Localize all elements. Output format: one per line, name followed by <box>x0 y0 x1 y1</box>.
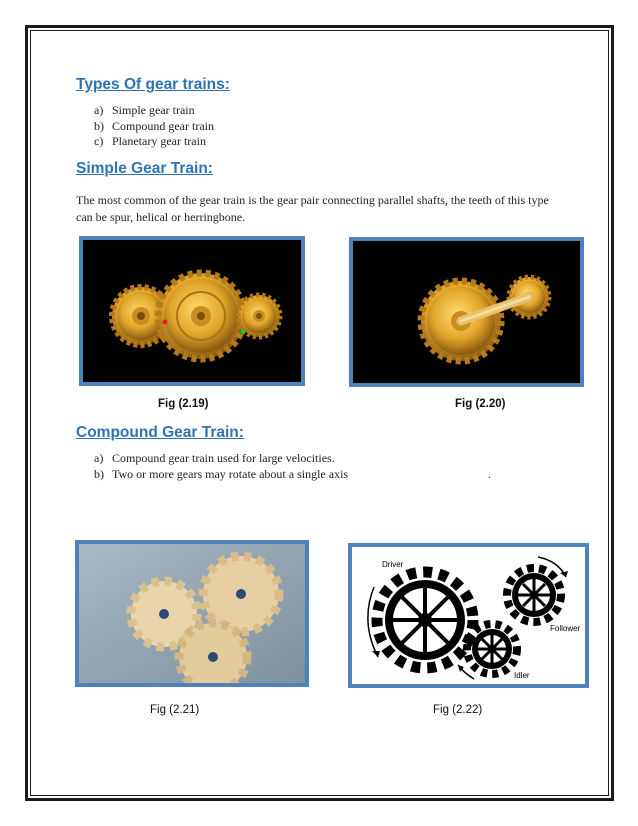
compound-heading: Compound Gear Train: <box>76 424 244 441</box>
fig-2-21-caption: Fig (2.21) <box>150 704 200 716</box>
figure-2-22-gear-diagram <box>348 543 589 688</box>
list-item: c) Planetary gear train <box>94 134 206 148</box>
driver-label: Driver <box>382 560 404 569</box>
list-item: b) Two or more gears may rotate about a single axis <box>94 466 349 481</box>
list-item: a) Simple gear train <box>94 103 195 117</box>
simple-paragraph: The most common of the gear train is the gear pair connecting parallel shafts, the teeth of this type can be spur, helical or herringbone. <box>76 193 549 224</box>
figure-2-20-gear-pair <box>349 237 584 387</box>
list-item: a) Compound gear train used for large velocities. <box>94 451 335 465</box>
figure-2-21-wooden-gears <box>75 540 309 687</box>
wooden-gears-photo <box>79 544 305 683</box>
fig-2-20-caption: Fig (2.20) <box>455 398 506 410</box>
gear-render-image <box>83 240 301 382</box>
figure-2-19-three-gears <box>79 236 305 386</box>
list-item: b) Compound gear train <box>94 118 214 133</box>
types-heading: Types Of gear trains: <box>76 76 230 93</box>
follower-label: Follower <box>550 624 581 633</box>
driver-idler-follower-diagram <box>352 547 585 684</box>
fig-2-22-caption: Fig (2.22) <box>433 704 483 716</box>
gear-render-image <box>353 241 580 383</box>
types-list <box>94 103 214 150</box>
idler-label: Idler <box>514 671 530 680</box>
compound-list <box>94 451 348 482</box>
simple-heading: Simple Gear Train: <box>76 160 213 177</box>
fig-2-19-caption: Fig (2.19) <box>158 398 209 410</box>
trailing-period: . <box>488 467 491 481</box>
